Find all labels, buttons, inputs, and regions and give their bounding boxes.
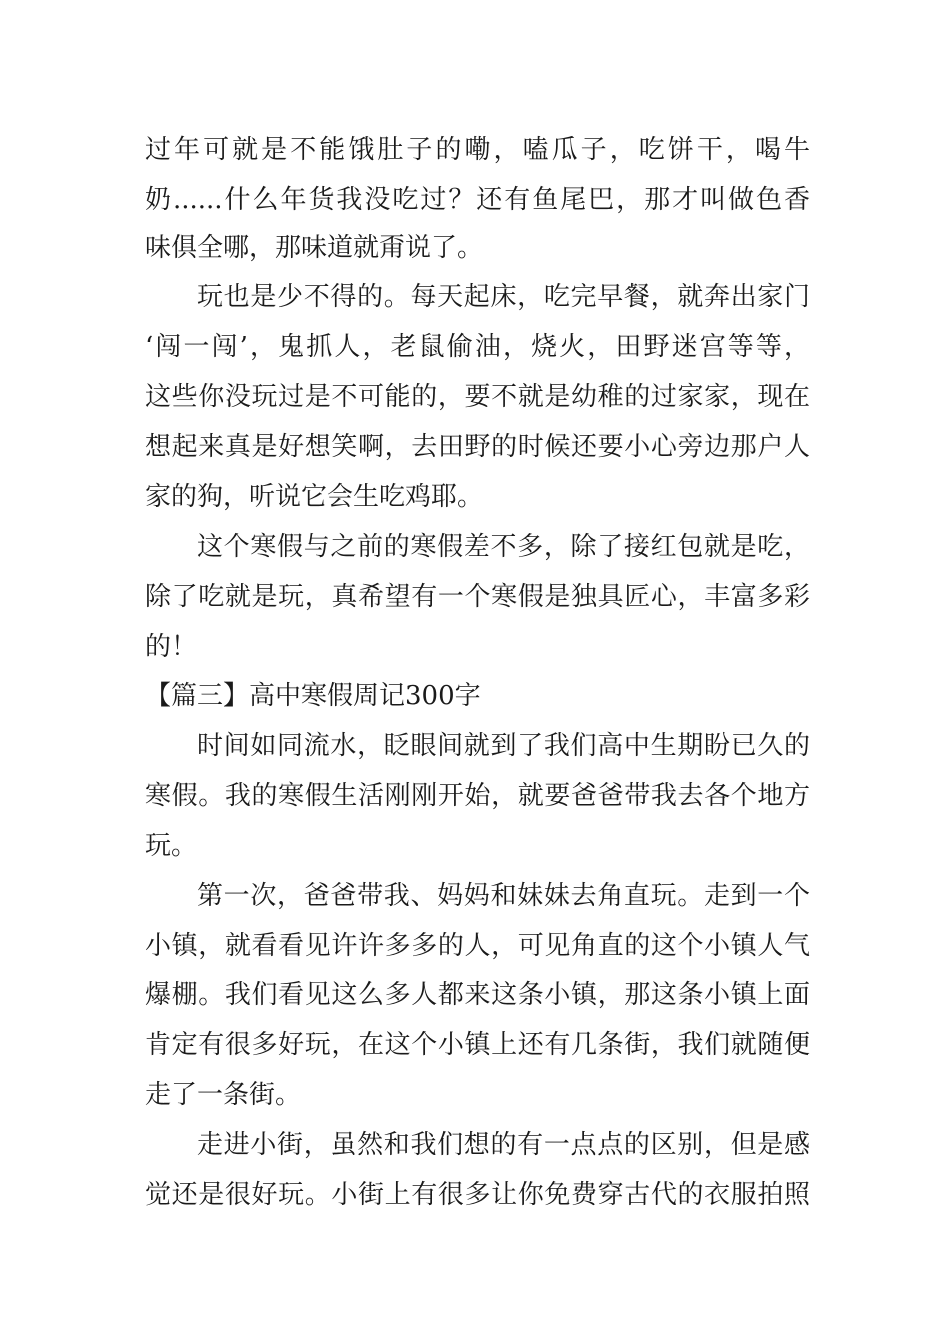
text-line: 奶......什么年货我没吃过？还有鱼尾巴，那才叫做色香 bbox=[145, 185, 810, 215]
paragraph-first-line: 第一次，爸爸带我、妈妈和妹妹去角直玩。走到一个 bbox=[197, 881, 810, 911]
paragraph-first-line: 走进小街，虽然和我们想的有一点点的区别，但是感 bbox=[197, 1130, 810, 1160]
text-line: 家的狗，听说它会生吃鸡耶。 bbox=[145, 482, 484, 512]
paragraph-first-line: 这个寒假与之前的寒假差不多，除了接红包就是吃， bbox=[197, 532, 810, 562]
text-line: 这些你没玩过是不可能的，要不就是幼稚的过家家，现在 bbox=[145, 382, 810, 412]
text-line: 味俱全哪，那味道就甭说了。 bbox=[145, 233, 484, 263]
text-line: 过年可就是不能饿肚子的嘞，嗑瓜子，吃饼干，喝牛 bbox=[145, 135, 810, 165]
text-line: 肯定有很多好玩，在这个小镇上还有几条街，我们就随便 bbox=[145, 1030, 810, 1060]
text-line: ‘闯一闯’，鬼抓人，老鼠偷油，烧火，田野迷宫等等， bbox=[145, 332, 810, 362]
text-line: 寒假。我的寒假生活刚刚开始，就要爸爸带我去各个地方 bbox=[145, 781, 810, 811]
text-line: 爆棚。我们看见这么多人都来这条小镇，那这条小镇上面 bbox=[145, 980, 810, 1010]
text-line: 走了一条街。 bbox=[145, 1080, 302, 1110]
text-line: 想起来真是好想笑啊，去田野的时候还要小心旁边那户人 bbox=[145, 432, 810, 462]
section-heading: 【篇三】高中寒假周记300字 bbox=[145, 681, 481, 711]
text-line: 玩。 bbox=[145, 831, 198, 861]
paragraph-first-line: 时间如同流水，眨眼间就到了我们高中生期盼已久的 bbox=[197, 731, 810, 761]
text-line: 觉还是很好玩。小街上有很多让你免费穿古代的衣服拍照 bbox=[145, 1180, 810, 1210]
text-line: 除了吃就是玩，真希望有一个寒假是独具匠心，丰富多彩 bbox=[145, 582, 810, 612]
text-line: 小镇，就看看见许许多多的人，可见角直的这个小镇人气 bbox=[145, 931, 810, 961]
paragraph-first-line: 玩也是少不得的。每天起床，吃完早餐，就奔出家门 bbox=[197, 282, 810, 312]
text-line: 的！ bbox=[145, 632, 198, 662]
